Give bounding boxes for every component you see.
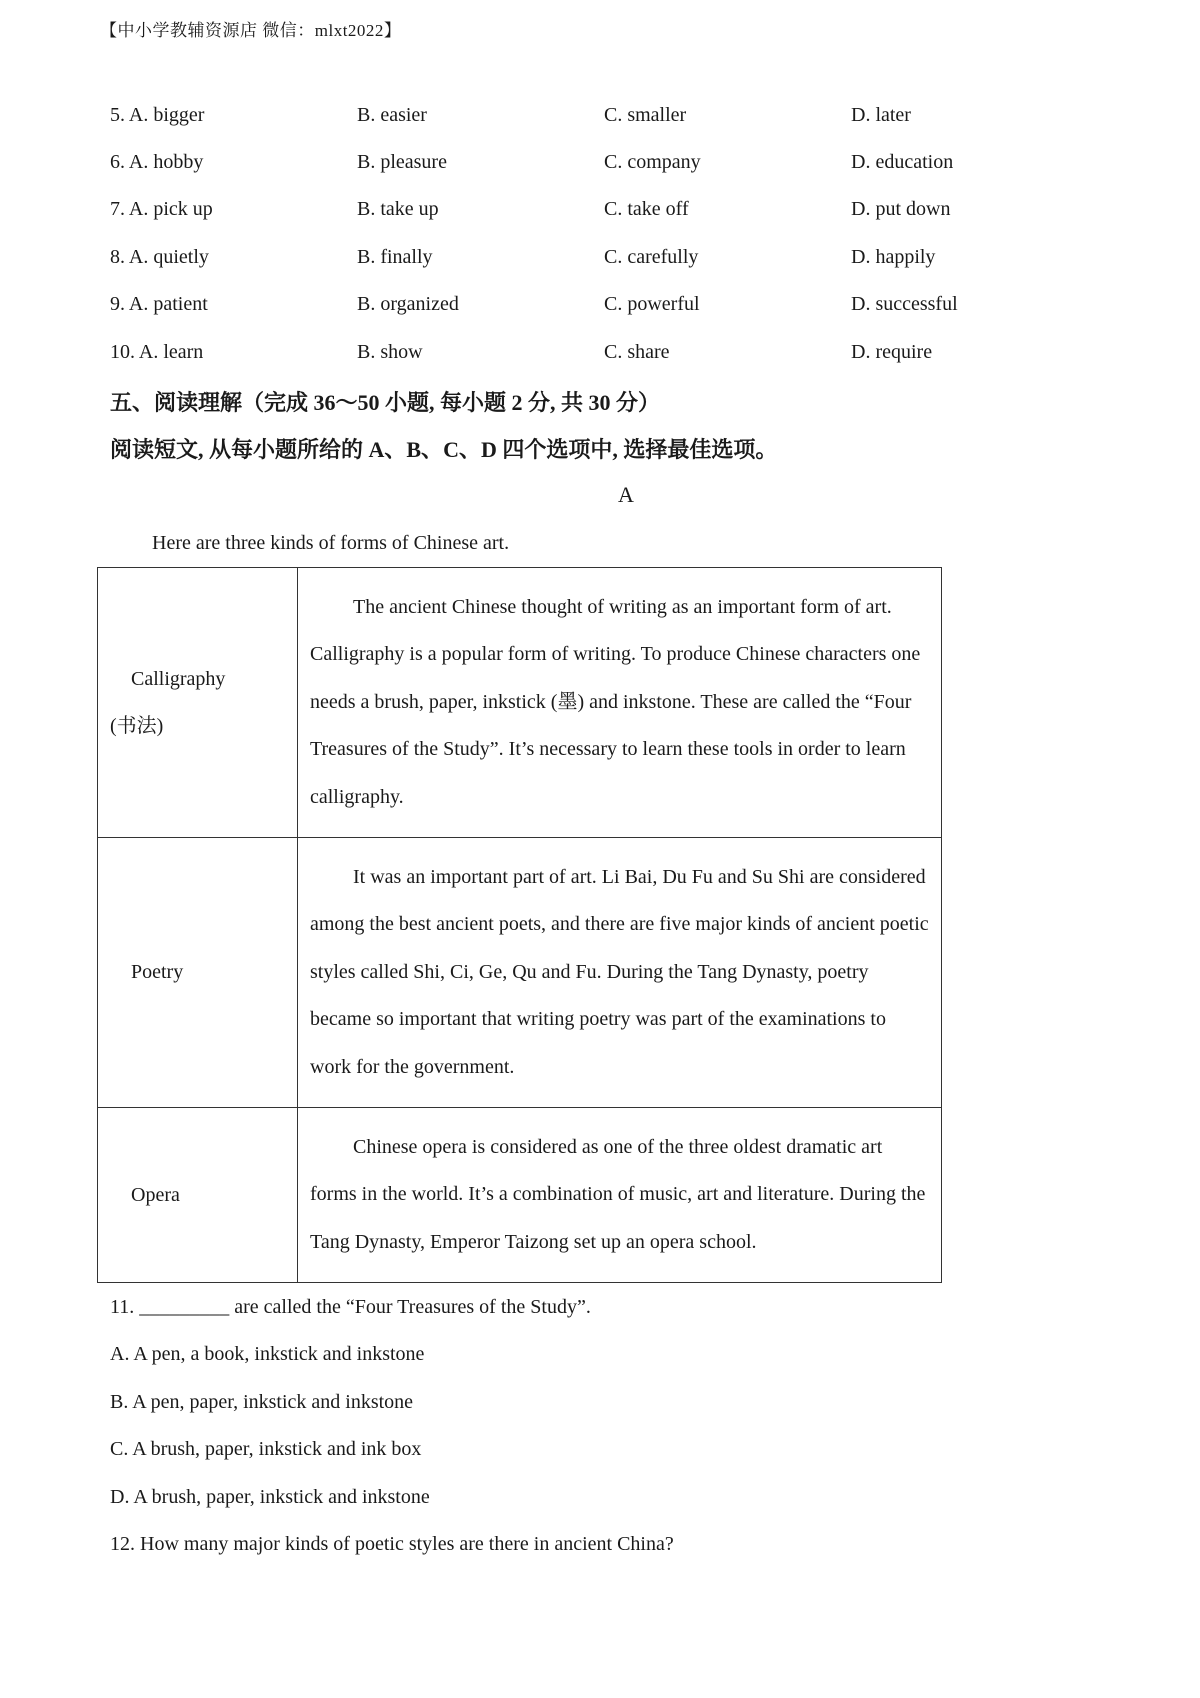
row-content: The ancient Chinese thought of writing as an important form of art. Calligraphy is a popular form of writing. To produce Chinese characters one needs a brush, paper, inkstick (墨) and inkstone. These are called the “Four Treasures of the Study”. It’s necessary to learn these tools in order to learn calligraphy. bbox=[298, 568, 942, 838]
question-12: 12. How many major kinds of poetic styles are there in ancient China? bbox=[110, 1533, 674, 1555]
option-d: D. education bbox=[851, 151, 954, 173]
option-b: B. organized bbox=[357, 293, 459, 315]
table-row bbox=[98, 568, 942, 838]
options-row-5 bbox=[110, 104, 1010, 134]
options-row-6 bbox=[110, 151, 1010, 181]
option-a: 6. A. hobby bbox=[110, 151, 204, 173]
question-11-option-c: C. A brush, paper, inkstick and ink box bbox=[110, 1438, 422, 1460]
option-a: 7. A. pick up bbox=[110, 198, 213, 220]
row-label-sub: (书法) bbox=[110, 714, 164, 737]
option-b: B. show bbox=[357, 341, 423, 363]
row-content: It was an important part of art. Li Bai, Du Fu and Su Shi are considered among the best ancient poets, and there are five major kinds of ancient poetic styles called Shi, Ci, Ge, Qu and Fu. During the Tang Dynasty, poetry became so important that writing poetry was part of the examinations to work for the government. bbox=[298, 838, 942, 1108]
art-forms-table bbox=[97, 567, 942, 1283]
options-row-8 bbox=[110, 246, 1010, 276]
option-c: C. company bbox=[604, 151, 701, 173]
option-d: D. require bbox=[851, 341, 933, 363]
option-d: D. happily bbox=[851, 246, 936, 268]
options-row-7 bbox=[110, 198, 1010, 228]
option-c: C. powerful bbox=[604, 293, 700, 315]
option-b: B. finally bbox=[357, 246, 433, 268]
section-title: 五、阅读理解（完成 36～50 小题, 每小题 2 分, 共 30 分） bbox=[110, 390, 661, 415]
option-b: B. take up bbox=[357, 198, 439, 220]
page-header: 【中小学教辅资源店 微信：mlxt2022】 bbox=[100, 21, 402, 40]
options-row-10 bbox=[110, 341, 1010, 371]
row-label-name: Calligraphy bbox=[131, 667, 226, 690]
option-a: 5. A. bigger bbox=[110, 104, 205, 126]
question-11-option-b: B. A pen, paper, inkstick and inkstone bbox=[110, 1391, 414, 1413]
question-11: 11. _________ are called the “Four Treasures of the Study”. bbox=[110, 1296, 591, 1318]
options-row-9 bbox=[110, 293, 1010, 323]
option-d: D. later bbox=[851, 104, 911, 126]
row-label: Poetry bbox=[98, 838, 298, 1108]
option-b: B. easier bbox=[357, 104, 427, 126]
option-a: 9. A. patient bbox=[110, 293, 208, 315]
option-c: C. share bbox=[604, 341, 670, 363]
row-label: Opera bbox=[98, 1108, 298, 1283]
section-instruction: 阅读短文, 从每小题所给的 A、B、C、D 四个选项中, 选择最佳选项。 bbox=[110, 437, 778, 462]
option-b: B. pleasure bbox=[357, 151, 447, 173]
option-a: 10. A. learn bbox=[110, 341, 204, 363]
table-row bbox=[98, 838, 942, 1108]
option-c: C. smaller bbox=[604, 104, 687, 126]
option-d: D. put down bbox=[851, 198, 951, 220]
row-content: Chinese opera is considered as one of the three oldest dramatic art forms in the world. It’s a combination of music, art and literature. During the Tang Dynasty, Emperor Taizong set up an opera school. bbox=[298, 1108, 942, 1283]
passage-letter: A bbox=[618, 482, 634, 507]
option-d: D. successful bbox=[851, 293, 958, 315]
option-c: C. take off bbox=[604, 198, 689, 220]
question-11-option-a: A. A pen, a book, inkstick and inkstone bbox=[110, 1343, 425, 1365]
option-c: C. carefully bbox=[604, 246, 699, 268]
passage-intro: Here are three kinds of forms of Chinese art. bbox=[152, 532, 510, 554]
row-label bbox=[98, 568, 298, 838]
table-row bbox=[98, 1108, 942, 1283]
question-11-option-d: D. A brush, paper, inkstick and inkstone bbox=[110, 1486, 430, 1508]
option-a: 8. A. quietly bbox=[110, 246, 209, 268]
